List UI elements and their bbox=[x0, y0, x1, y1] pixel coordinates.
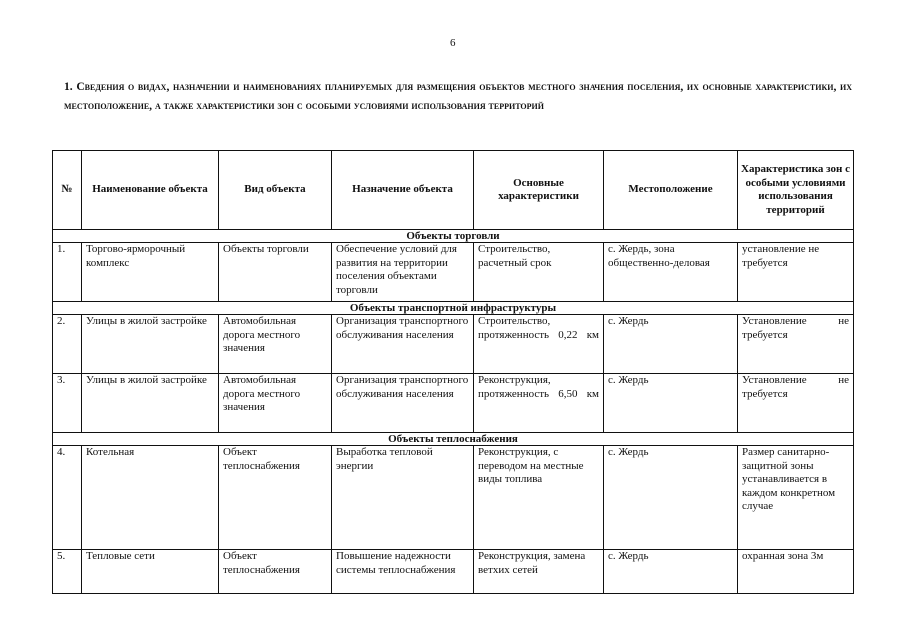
section-heading bbox=[64, 77, 852, 115]
header-cell: № bbox=[53, 151, 82, 230]
cell-zone: установление не требуется bbox=[738, 243, 854, 302]
cell-zone: охранная зона 3м bbox=[738, 550, 854, 594]
cell-type: Объект теплоснабжения bbox=[219, 446, 332, 550]
cell-type: Объект теплоснабжения bbox=[219, 550, 332, 594]
cell-purpose: Обеспечение условий для развития на территории поселения объектами торговли bbox=[332, 243, 474, 302]
heading-text: Сведения о видах, назначении и наименованиях планируемых для размещения объектов местного значения поселения, их основные характеристики, их местоположение, а также характеристики зон с особыми условиями использования территорий bbox=[64, 80, 852, 112]
table-row bbox=[53, 374, 854, 433]
header-cell: Характеристика зон с особыми условиями использования территорий bbox=[738, 151, 854, 230]
section-row bbox=[53, 302, 854, 315]
cell-name: Улицы в жилой застройке bbox=[82, 315, 219, 374]
cell-number: 4. bbox=[53, 446, 82, 550]
table-row bbox=[53, 446, 854, 550]
cell-characteristics: Строительство, расчетный срок bbox=[474, 243, 604, 302]
cell-characteristics: Реконструкция, замена ветхих сетей bbox=[474, 550, 604, 594]
cell-number: 2. bbox=[53, 315, 82, 374]
cell-zone: Размер санитарно-защитной зоны устанавливается в каждом конкретном случае bbox=[738, 446, 854, 550]
cell-zone: Установление не требуется bbox=[738, 315, 854, 374]
cell-type: Автомобильная дорога местного значения bbox=[219, 374, 332, 433]
header-cell: Назначение объекта bbox=[332, 151, 474, 230]
table-row bbox=[53, 550, 854, 594]
cell-location: с. Жердь bbox=[604, 374, 738, 433]
section-row bbox=[53, 230, 854, 243]
cell-type: Объекты торговли bbox=[219, 243, 332, 302]
cell-name: Улицы в жилой застройке bbox=[82, 374, 219, 433]
cell-number: 5. bbox=[53, 550, 82, 594]
cell-name: Котельная bbox=[82, 446, 219, 550]
cell-type: Автомобильная дорога местного значения bbox=[219, 315, 332, 374]
section-title: Объекты теплоснабжения bbox=[53, 433, 854, 446]
cell-zone: Установление не требуется bbox=[738, 374, 854, 433]
cell-purpose: Организация транспортного обслуживания населения bbox=[332, 374, 474, 433]
cell-location: с. Жердь bbox=[604, 550, 738, 594]
cell-location: с. Жердь bbox=[604, 446, 738, 550]
section-row bbox=[53, 433, 854, 446]
section-title: Объекты транспортной инфраструктуры bbox=[53, 302, 854, 315]
header-cell: Основные характеристики bbox=[474, 151, 604, 230]
header-cell: Наименование объекта bbox=[82, 151, 219, 230]
cell-purpose: Повышение надежности системы теплоснабжения bbox=[332, 550, 474, 594]
cell-characteristics: Строительство, протяженность 0,22 км bbox=[474, 315, 604, 374]
cell-characteristics: Реконструкция, с переводом на местные виды топлива bbox=[474, 446, 604, 550]
header-cell: Местоположение bbox=[604, 151, 738, 230]
objects-table bbox=[52, 150, 854, 594]
table-row bbox=[53, 243, 854, 302]
header-cell: Вид объекта bbox=[219, 151, 332, 230]
cell-name: Торгово-ярморочный комплекс bbox=[82, 243, 219, 302]
page-number: 6 bbox=[450, 37, 456, 49]
cell-location: с. Жердь bbox=[604, 315, 738, 374]
cell-name: Тепловые сети bbox=[82, 550, 219, 594]
cell-number: 3. bbox=[53, 374, 82, 433]
cell-characteristics: Реконструкция, протяженность 6,50 км bbox=[474, 374, 604, 433]
cell-purpose: Организация транспортного обслуживания населения bbox=[332, 315, 474, 374]
section-title: Объекты торговли bbox=[53, 230, 854, 243]
heading-number: 1. bbox=[64, 80, 73, 93]
cell-location: с. Жердь, зона общественно-деловая bbox=[604, 243, 738, 302]
cell-purpose: Выработка тепловой энергии bbox=[332, 446, 474, 550]
table-row bbox=[53, 315, 854, 374]
cell-number: 1. bbox=[53, 243, 82, 302]
table-header-row bbox=[53, 151, 854, 230]
